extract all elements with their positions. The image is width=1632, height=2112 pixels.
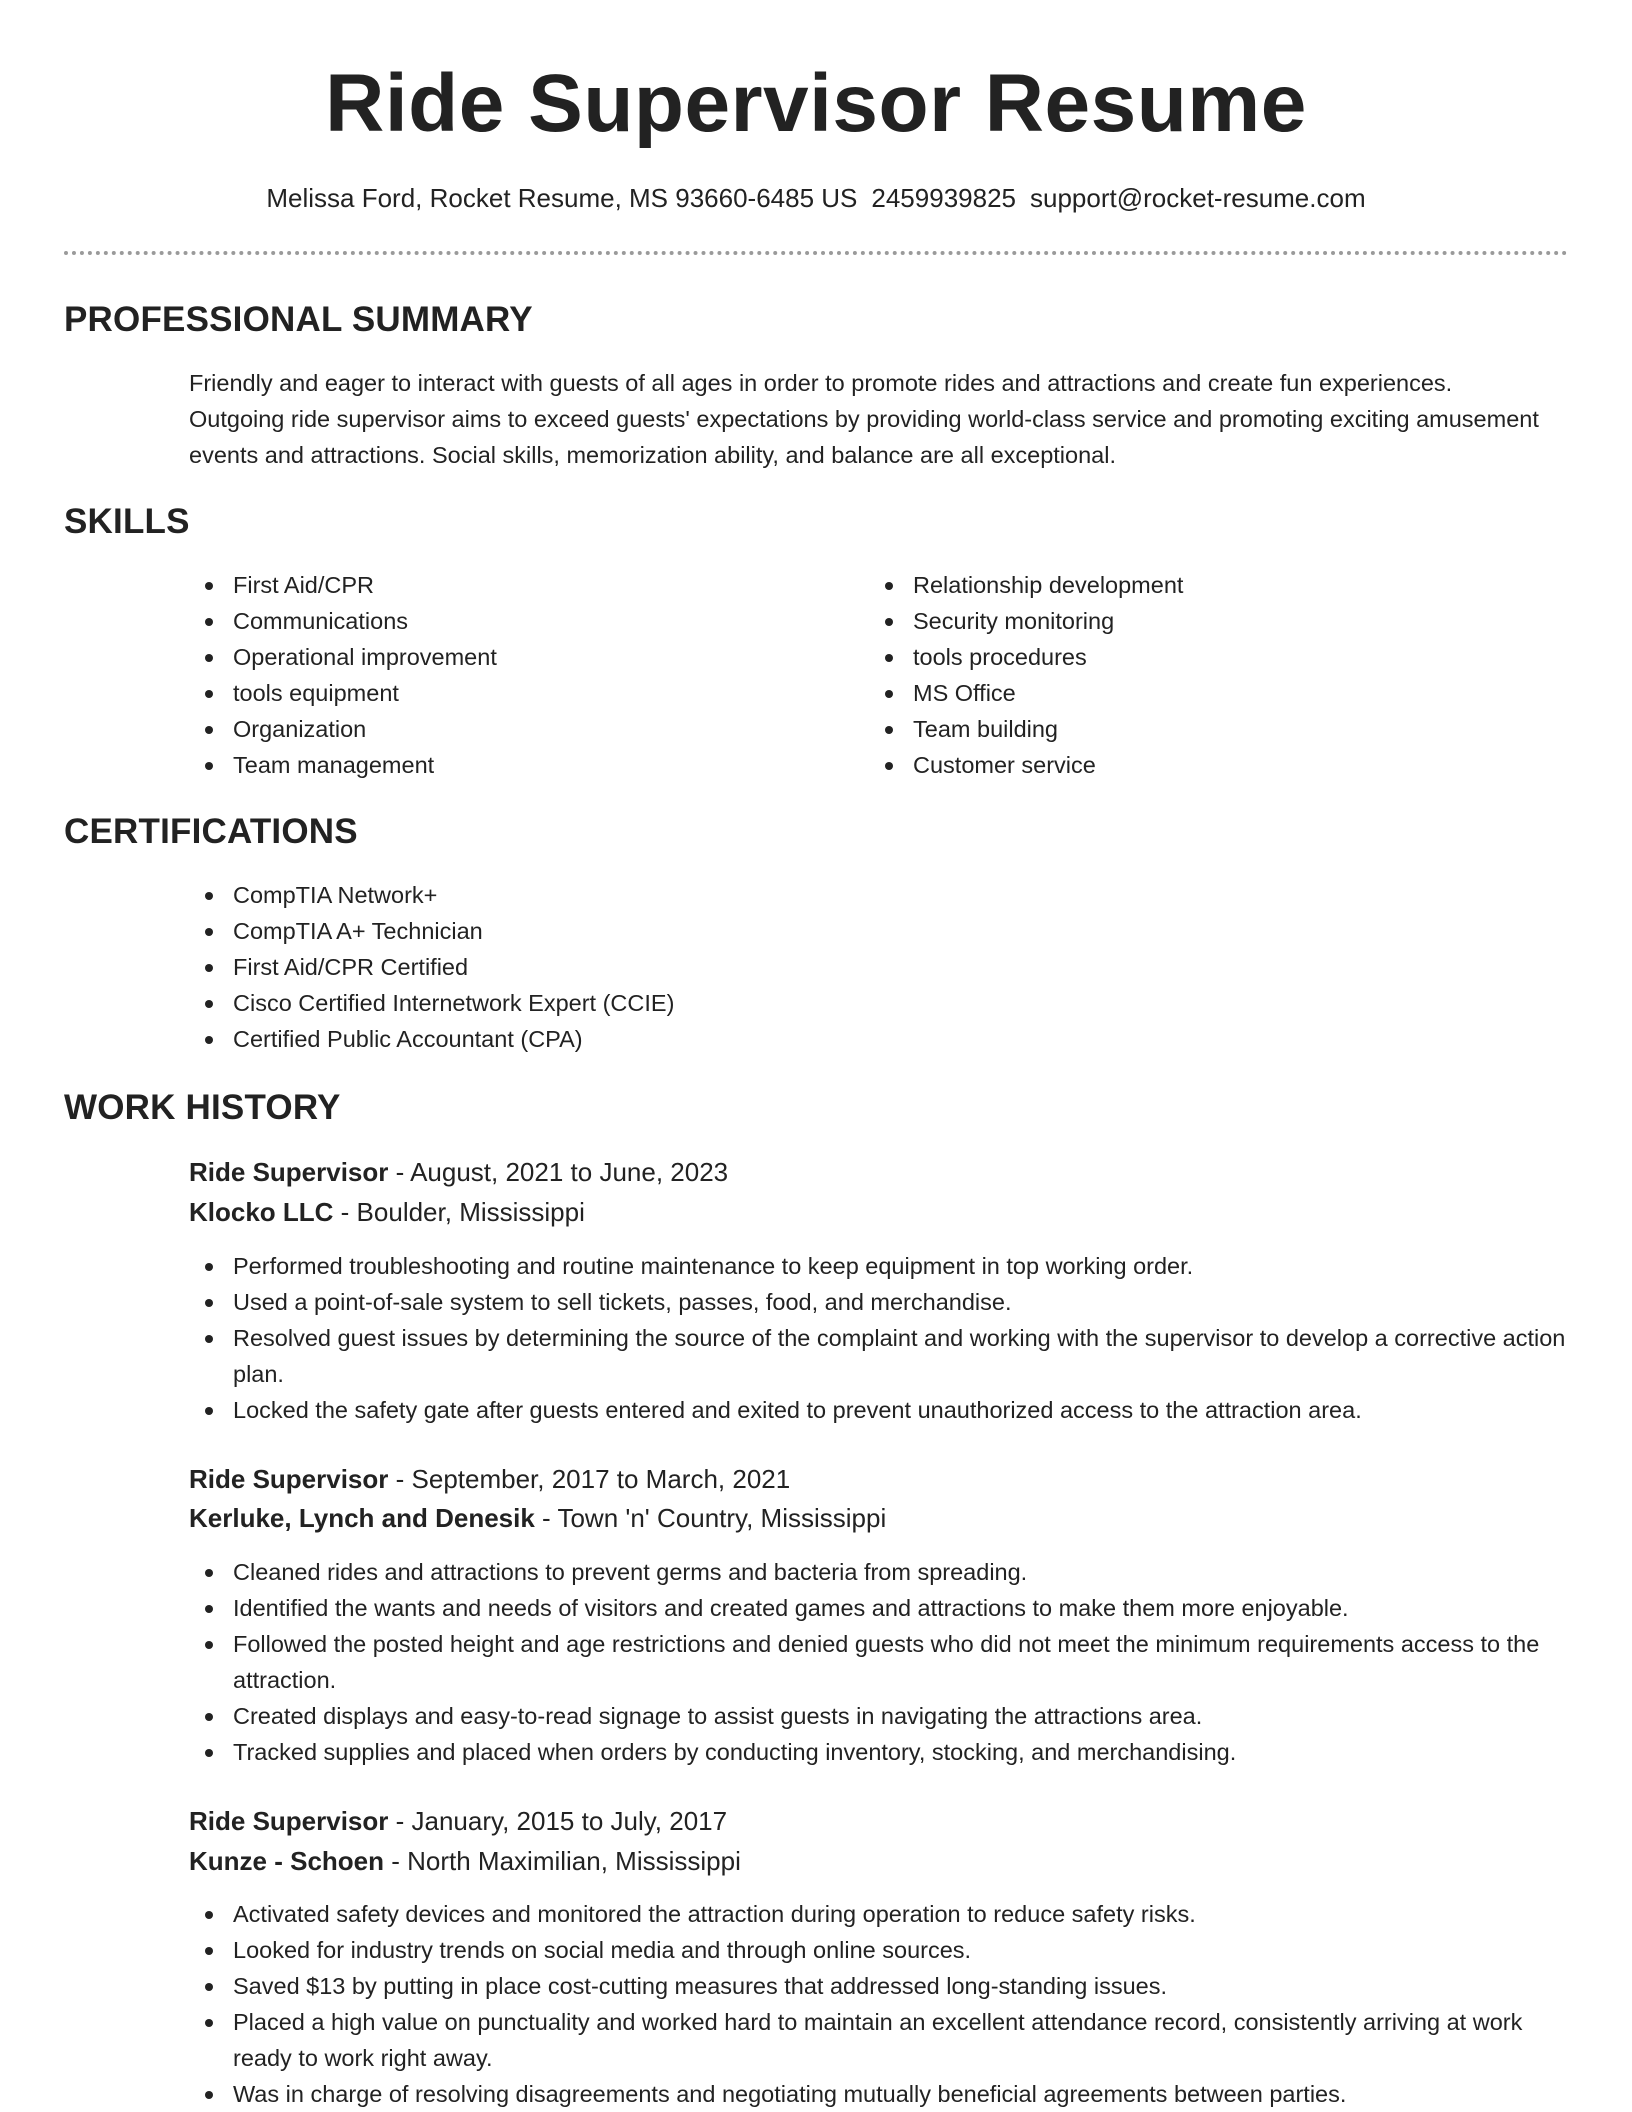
skill-item: First Aid/CPR	[189, 567, 829, 603]
job-location: - North Maximilian, Mississippi	[384, 1846, 741, 1876]
certifications-list	[189, 877, 1549, 1057]
certification-item: CompTIA Network+	[189, 877, 1549, 913]
certification-item: Cisco Certified Internetwork Expert (CCIE)	[189, 985, 1549, 1021]
job-bullet: Resolved guest issues by determining the source of the complaint and working with the supervisor to develop a corrective action plan.	[189, 1320, 1569, 1392]
job-title-line	[189, 1153, 728, 1191]
certification-item: Certified Public Accountant (CPA)	[189, 1021, 1549, 1057]
job-title: Ride Supervisor	[189, 1806, 389, 1836]
job-company: Kunze - Schoen	[189, 1846, 385, 1876]
job-bullet: Saved $13 by putting in place cost-cutting measures that addressed long-standing issues.	[189, 1968, 1569, 2004]
job-bullet: Followed the posted height and age restrictions and denied guests who did not meet the minimum requirements access to the attraction.	[189, 1626, 1569, 1698]
job-location: - Boulder, Mississippi	[333, 1197, 585, 1227]
job-bullet: Placed a high value on punctuality and worked hard to maintain an excellent attendance record, consistently arriving at work ready to work right away.	[189, 2004, 1569, 2076]
skill-item: Team management	[189, 747, 829, 783]
summary-text: Friendly and eager to interact with guests of all ages in order to promote rides and attractions and create fun experiences. Outgoing ride supervisor aims to exceed guests' expectations by providing world-class service and promoting exciting amusement events and attractions. Social skills, memorization ability, and balance are all exceptional.	[189, 370, 1539, 468]
skills-list-right	[869, 567, 1509, 783]
certifications-heading: CERTIFICATIONS	[64, 812, 358, 851]
job-company-line	[189, 1499, 886, 1537]
skills-list-left	[189, 567, 829, 783]
resume-title: Ride Supervisor Resume	[325, 58, 1307, 149]
job-title: Ride Supervisor	[189, 1464, 389, 1494]
job-dates: - January, 2015 to July, 2017	[388, 1806, 728, 1836]
skill-item: Team building	[869, 711, 1509, 747]
job-title-line	[189, 1802, 727, 1840]
job-bullet: Identified the wants and needs of visitors and created games and attractions to make them more enjoyable.	[189, 1590, 1569, 1626]
header-divider	[64, 251, 1568, 255]
job-bullet: Activated safety devices and monitored the attraction during operation to reduce safety risks.	[189, 1896, 1569, 1932]
skill-item: Security monitoring	[869, 603, 1509, 639]
summary-heading: PROFESSIONAL SUMMARY	[64, 300, 533, 339]
skill-item: MS Office	[869, 675, 1509, 711]
job-bullet: Tracked supplies and placed when orders by conducting inventory, stocking, and merchandising.	[189, 1734, 1569, 1770]
job-bullets	[189, 1248, 1569, 1428]
job-company: Klocko LLC	[189, 1197, 334, 1227]
job-company-line	[189, 1842, 741, 1880]
job-bullet: Cleaned rides and attractions to prevent germs and bacteria from spreading.	[189, 1554, 1569, 1590]
job-bullet: Created displays and easy-to-read signage to assist guests in navigating the attractions area.	[189, 1698, 1569, 1734]
skill-item: tools equipment	[189, 675, 829, 711]
job-bullet: Looked for industry trends on social media and through online sources.	[189, 1932, 1569, 1968]
contact-address: Melissa Ford, Rocket Resume, MS 93660-6485 US	[266, 183, 858, 213]
skill-item: Organization	[189, 711, 829, 747]
job-dates: - August, 2021 to June, 2023	[388, 1157, 729, 1187]
job-bullet: Was in charge of resolving disagreements and negotiating mutually beneficial agreements between parties.	[189, 2076, 1569, 2112]
job-location: - Town 'n' Country, Mississippi	[534, 1503, 887, 1533]
skills-heading: SKILLS	[64, 502, 190, 541]
job-dates: - September, 2017 to March, 2021	[388, 1464, 791, 1494]
skill-item: Operational improvement	[189, 639, 829, 675]
job-bullet: Locked the safety gate after guests entered and exited to prevent unauthorized access to the attraction area.	[189, 1392, 1569, 1428]
job-title: Ride Supervisor	[189, 1157, 389, 1187]
job-bullets	[189, 1554, 1569, 1770]
job-bullet: Used a point-of-sale system to sell tickets, passes, food, and merchandise.	[189, 1284, 1569, 1320]
contact-email: support@rocket-resume.com	[1030, 183, 1366, 213]
job-company: Kerluke, Lynch and Denesik	[189, 1503, 535, 1533]
job-bullet: Performed troubleshooting and routine maintenance to keep equipment in top working order.	[189, 1248, 1569, 1284]
contact-line	[0, 181, 1632, 215]
skill-item: Relationship development	[869, 567, 1509, 603]
certification-item: CompTIA A+ Technician	[189, 913, 1549, 949]
job-title-line	[189, 1460, 790, 1498]
certification-item: First Aid/CPR Certified	[189, 949, 1549, 985]
skill-item: Customer service	[869, 747, 1509, 783]
contact-phone: 2459939825	[871, 183, 1016, 213]
work-history-heading: WORK HISTORY	[64, 1088, 341, 1127]
skill-item: Communications	[189, 603, 829, 639]
job-bullets	[189, 1896, 1569, 2112]
job-company-line	[189, 1193, 585, 1231]
skill-item: tools procedures	[869, 639, 1509, 675]
